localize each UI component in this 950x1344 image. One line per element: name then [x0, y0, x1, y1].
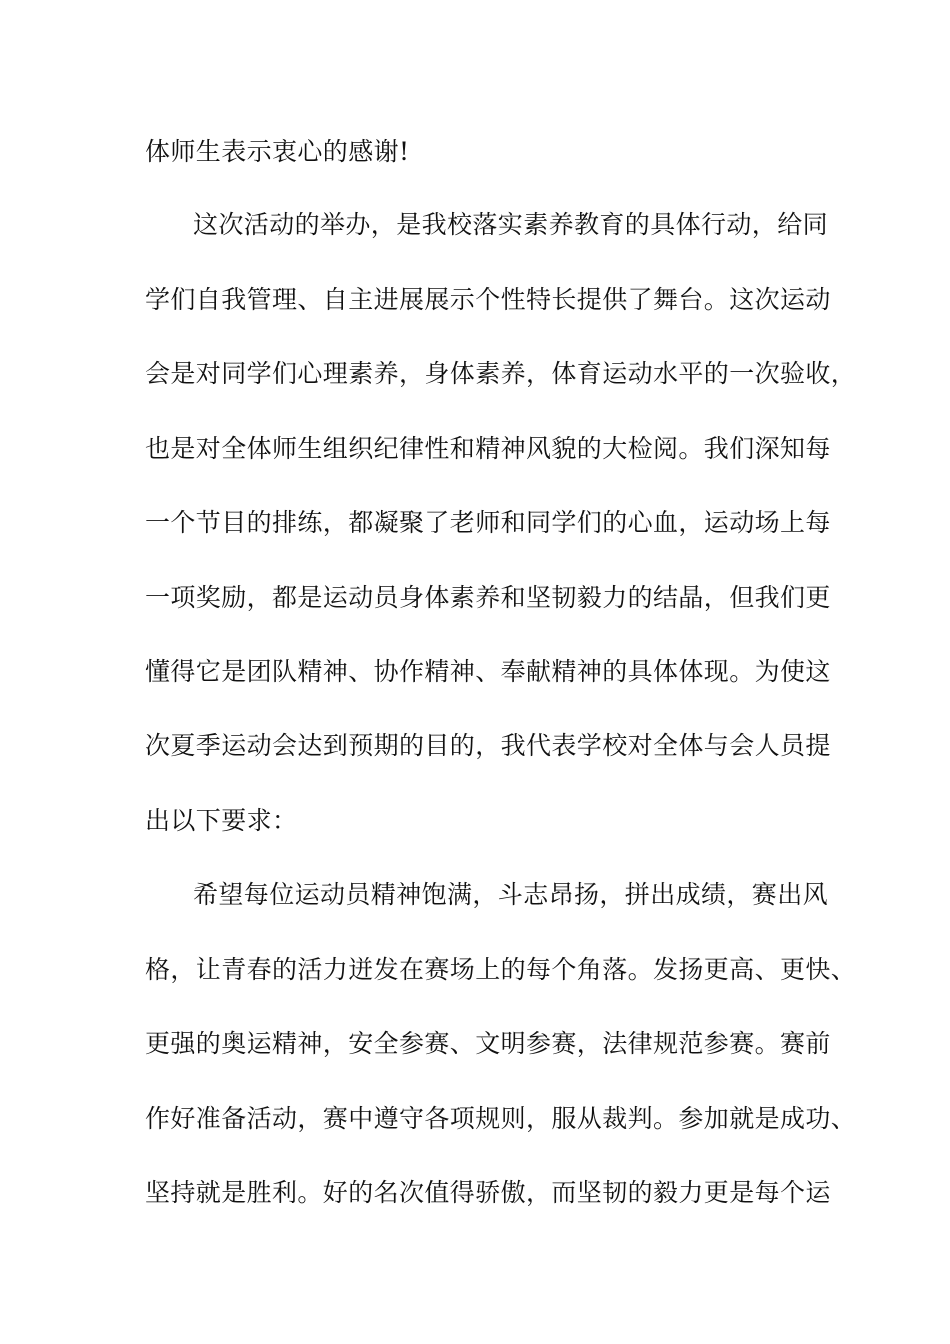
- text-line-7: 一项奖励，都是运动员身体素养和坚韧毅力的结晶，但我们更: [145, 583, 831, 612]
- text-line-5: 也是对全体师生组织纪律性和精神风貌的大检阅。我们深知每: [145, 434, 831, 463]
- text-line-1: 体师生表示衷心的感谢!: [145, 137, 410, 166]
- text-line-4: 会是对同学们心理素养，身体素养，体育运动水平的一次验收，: [145, 359, 857, 388]
- paragraph-start-line: 希望每位运动员精神饱满，斗志昂扬，拼出成绩，赛出风: [193, 880, 829, 909]
- text-line-8: 懂得它是团队精神、协作精神、奉献精神的具体体现。为使这: [145, 657, 831, 686]
- text-line-6: 一个节目的排练，都凝聚了老师和同学们的心血，运动场上每: [145, 508, 831, 537]
- text-line-12: 格，让青春的活力迸发在赛场上的每个角落。发扬更高、更快、: [145, 955, 857, 984]
- text-line-3: 学们自我管理、自主进展展示个性特长提供了舞台。这次运动: [145, 285, 831, 314]
- text-line-13: 更强的奥运精神，安全参赛、文明参赛，法律规范参赛。赛前: [145, 1029, 831, 1058]
- paragraph-start-line: 这次活动的举办，是我校落实素养教育的具体行动，给同: [193, 210, 829, 239]
- text-line-15: 坚持就是胜利。好的名次值得骄傲，而坚韧的毅力更是每个运: [145, 1178, 831, 1207]
- text-line-10: 出以下要求：: [145, 806, 298, 835]
- text-line-14: 作好准备活动，赛中遵守各项规则，服从裁判。参加就是成功、: [145, 1104, 857, 1133]
- text-line-9: 次夏季运动会达到预期的目的，我代表学校对全体与会人员提: [145, 731, 831, 760]
